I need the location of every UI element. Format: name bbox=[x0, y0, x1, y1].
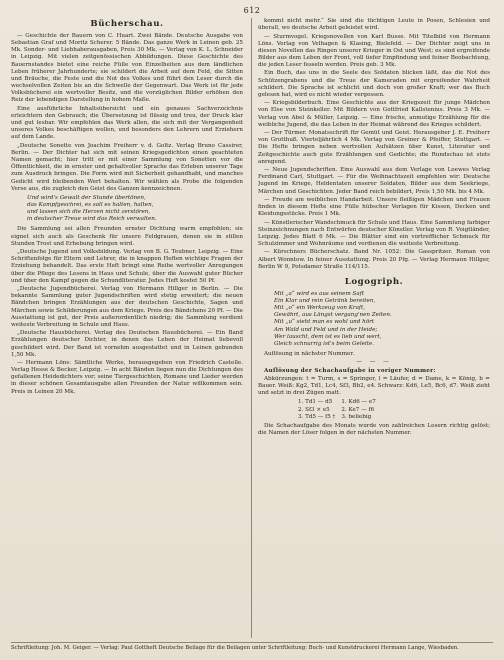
book-review: — Kürschners Bücherschatz. Band Nr. 1052: Die Gasspritzer. Roman von Albert Wonntow. In feiner Ausstattung. Preis 20 Pfg. — Verlag Hermann Hillger, Berlin W 9, Potsdamer Straße 114/115. bbox=[258, 249, 490, 270]
logogriph-poem bbox=[274, 291, 490, 348]
table-row bbox=[298, 407, 382, 414]
quoted-poem bbox=[27, 195, 243, 224]
solution-title: Auflösung der Schachaufgabe in voriger Nummer: bbox=[264, 367, 436, 374]
book-review: Eine ausführliche Inhaltsübersicht und ein genaues Sachverzeichnis erleichtern den Gebrauch; die Übersetzung ist flüssig und treu, der Druck klar und gut lesbar. Wir empfehlen das Werk allen, die sich mit der Vergangenheit unseres Volkes beschäftigen wollen, und besonders den Lehrern und Erziehern auf dem Lande. bbox=[11, 105, 243, 141]
poem-line: Wer lauscht, dem ist es lieb und wert, bbox=[274, 333, 382, 340]
book-review: — Freude am weiblichen Handarbeit. Unsere fleißigen Mädchen und Frauen finden in diesem Hefte eine Fülle hübscher Vorlagen für Kissen, Decken und Kleidungsstücke. Preis 1 Mk. bbox=[258, 196, 490, 218]
book-review: „Deutsche Hausbücherei. Verlag des Deutschen Hausbücherei. — Ein Band Erzählungen deutscher Dichter, in denen das Leben der Heimat liebevoll geschildert wird. Der Band ist vornehm ausgestattet und in Leinen gebunden 1,50 Mk. bbox=[11, 330, 243, 358]
imprint-footer: Schriftleitung: Joh. M. Geiger. — Verlag: Paul Gottheft Deutsche Beilage für die Beilagen unter Schriftleitung: Buch- und Kunstdruckerei Hermann Lange, Wiesbaden. bbox=[11, 642, 493, 652]
book-review: — Der Türmer. Monatsschrift für Gemüt und Geist. Herausgeber J. E. Freiherr von Grotthuß. Vierteljährlich 4 Mk. Verlag von Greiner & Pfeiffer, Stuttgart. — Die Hefte bringen neben wertvollen Aufsätzen über Kunst, Literatur und Zeitgeschichte auch gute Erzählungen und Gedichte; die Rundschau ist stets anregend. bbox=[258, 130, 490, 165]
poem-line: Mit „a“ wird es aus seinem Saft bbox=[274, 290, 365, 297]
poem-line: und lassen sich die Herzen nicht zerstören, bbox=[27, 209, 151, 216]
poem-line: in deutscher Treue wird das Reich verwalten. bbox=[27, 216, 157, 223]
book-review: Ein Buch, das uns in die Seele des Soldaten blicken läßt, das die Not des Schützengrabens und die Treue der Kameraden mit ergreifender Wahrheit schildert. Die Sprache ist schlicht und doch von großer Kraft; wer das Buch gelesen hat, wird es nicht wieder vergessen. bbox=[258, 70, 490, 98]
black-move: 1. Kd6 — e7 bbox=[341, 399, 376, 406]
book-review: — Sturmvogel. Kriegsnovellen von Karl Busse. Mit Titelbild von Hermann Löns. Verlag von Velhagen & Klasing, Bielefeld. — Der Dichter zeigt uns in diesen Novellen das Ringen unserer Krieger in Ost und West; es sind ergreifende Bilder aus dem Leben der Front, voll tiefer Empfindung und feiner Beobachtung, die jeden Leser fesseln werden. Preis geb. 3 Mk. bbox=[258, 33, 490, 69]
white-move: 1. Td1 — d5 bbox=[298, 399, 333, 406]
book-review: „Deutsche Jugend und Volksbildung. Verlag von B. G. Teubner, Leipzig. — Eine Schriftenfolge für Eltern und Lehrer, die in knappen Heften wichtige Fragen der Erziehung behandelt. Das erste Heft bringt eine Reihe wertvoller Anregungen über die Pflege des Lesens in Haus und Schule, über die Auswahl guter Bücher und über den Kampf gegen die Schundliteratur. Jedes Heft kostet 50 Pf. bbox=[11, 249, 243, 284]
column-divider bbox=[251, 18, 252, 638]
table-row bbox=[298, 414, 382, 421]
book-review: „Deutsche Jugendbücherei. Verlag von Hermann Hillger in Berlin. — Die bekannte Sammlung guter Jugendschriften wird stetig erweitert; die neuen Bändchen bringen Erzählungen aus der deutschen Geschichte, Sagen und Märchen sowie Schilderungen aus dem Kriege. Preis des Bändchens 20 Pf. — Die Ausstattung ist gut, der Preis außerordentlich niedrig; die Sammlung verdient weiteste Verbreitung in Schule und Haus. bbox=[11, 286, 243, 328]
book-review: — Geschichte der Bauern von C. Huart. Zwei Bände. Deutsche Ausgabe von Sebastian Graf und Moritz Scherer. 5 Bände. Das ganze Werk in Leinen geb. 25 Mk. Sonder- und Liebhaberausgaben, Preis 30 Mk. — Verlag von K. L. Schneider in Leipzig. Mit vielen zeitgenössischen Abbildungen. Diese Geschichte des Bauernstandes bietet eine reiche Fülle von Einzelheiten aus dem ländlichen Leben früherer Jahrhunderte; sie schildert die Arbeit auf dem Feld, die Sitten und Bräuche, die Feste und die Not des Volkes und führt den Leser durch die wechselvollen Zeiten bis an die Schwelle der Gegenwart. Das Werk ist für jede Volksbücherei ein wertvoller Besitz, und die vorzüglichen Bilder erhöhen den Reiz der lebendigen Darstellung in hohem Maße. bbox=[11, 33, 243, 104]
black-move: 3. beliebig bbox=[341, 413, 372, 420]
book-review: — Hermann Löns: Sämtliche Werke, herausgegeben von Friedrich Castelle. Verlag Hesse & Becker, Leipzig. — In acht Bänden liegen nun die Dichtungen des gefallenen Heidedichters vor; seine Tiergeschichten, Romane und Lieder werden in dieser schönen Gesamtausgabe allen Freunden der Natur willkommen sein. Preis in Leinen 20 Mk. bbox=[11, 360, 243, 395]
poem-note: Auflösung in nächster Nummer. bbox=[264, 351, 355, 358]
book-review: kommt nicht mehr.“ Sie sind die tüchtigen Leute in Posen, Schlesien und überall, wo deutsche Arbeit geleistet wird. bbox=[258, 18, 490, 32]
black-move: 2. Ke7 — f6 bbox=[341, 406, 375, 413]
closing-note: Die Schachaufgabe des Monats wurde von zahlreichen Lesern richtig gelöst; die Namen der Löser folgen in der nächsten Nummer. bbox=[258, 422, 490, 436]
book-review: — Neue Jugendschriften. Eine Auswahl aus dem Verlage von Loewes Verlag Ferdinand Carl, Stuttgart. — Für die Weihnachtszeit empfehlen wir: Deutsche Jugend im Kriege, Heldentaten unserer Soldaten, Bilder aus dem Seekriege, Märchen und Geschichten. Jeder Band reich bebildert, Preis 1,50 Mk. bis 4 Mk. bbox=[258, 167, 490, 195]
table-row bbox=[298, 399, 382, 406]
chess-moves-table bbox=[298, 399, 382, 420]
poem-line: Mit „u“ sieht man es wohl und hört bbox=[274, 319, 375, 326]
logogriph-heading: Logogriph. bbox=[344, 276, 404, 287]
section-separator: — — — bbox=[356, 359, 392, 366]
section-heading: Bücherschau. bbox=[90, 19, 164, 29]
white-move: 3. Td5 — f5 † bbox=[298, 413, 336, 420]
poem-line: das Kampfgeschrei, es soll es halten, halten, bbox=[27, 201, 154, 208]
right-column bbox=[258, 18, 490, 638]
solution-text: Abkürzungen: t = Turm, s = Springer, l = Läufer, d = Dame, k = König, b = Bauer. Weiß: Kg2, Td1, Lc4, Sf3, Bb2, e4. Schwarz: Kd6, Le5, Bc6, d7. Weiß zieht und setzt in drei Zügen matt. bbox=[258, 375, 490, 397]
white-move: 2. Sf3 × e5 bbox=[298, 406, 330, 413]
book-review: — Künstlerischer Wandschmuck für Schule und Haus. Eine Sammlung farbiger Steinzeichnungen nach Entwürfen deutscher Künstler. Verlag von R. Voigtländer, Leipzig. Jedes Blatt 6 Mk. — Die Blätter sind ein vortrefflicher Schmuck für Schulzimmer und Wohnräume und verdienen die weiteste Verbreitung. bbox=[258, 219, 490, 247]
poem-line: Gleich schnurrig ist's beim Geleite. bbox=[274, 340, 375, 347]
book-review: — Kriegsbilderbuch. Eine Geschichte aus der Kriegszeit für junge Mädchen von Else von Steinkeller. Mit Bildern von Gottfried Kallstenius. Preis 3 Mk. — Verlag von Abel & Müller, Leipzig. — Eine frische, anmutige Erzählung für die weibliche Jugend, die das Leben in der Heimat während des Krieges schildert. bbox=[258, 100, 490, 128]
page-number: 612 bbox=[243, 6, 261, 15]
left-column bbox=[11, 18, 243, 638]
poem-line: Gewährt, aus Längst vergang'nen Zeiten. bbox=[274, 312, 392, 319]
poem-line: Und wird's Gewalt der Stunde übertönen, bbox=[27, 194, 146, 201]
book-review: Die Sammlung sei allen Freunden ernster Dichtung warm empfohlen; sie eignet sich auch als Geschenk für unsere Feldgrauen, denen sie in stillen Stunden Trost und Erhebung bringen wird. bbox=[11, 226, 243, 247]
book-review: „Deutsche Sonette von Joachim Freiherr v. d. Goltz. Verlag Bruno Cassirer, Berlin. — Der Dichter hat sich mit seinen Kriegsgedichten einen geachteten Namen gemacht; hier tritt er mit einer Sammlung von Sonetten vor die Öffentlichkeit, die in ernster und gehaltvoller Sprache das Erleben unserer Tage zum Ausdruck bringen. Die Form wird mit Sicherheit gehandhabt, und manches Gedicht wird bleibenden Wert behalten. Wir wählen als Probe die folgenden Verse aus, die zugleich den Geist des Ganzen kennzeichnen. bbox=[11, 142, 243, 192]
poem-line: Ein Klar und rein Getränk bereiten, bbox=[274, 297, 376, 304]
poem-line: Am Wald und Feld und in der Heide; bbox=[274, 326, 378, 333]
poem-line: Mit „o“ ein Werkzeug von Kraft, bbox=[274, 305, 366, 312]
